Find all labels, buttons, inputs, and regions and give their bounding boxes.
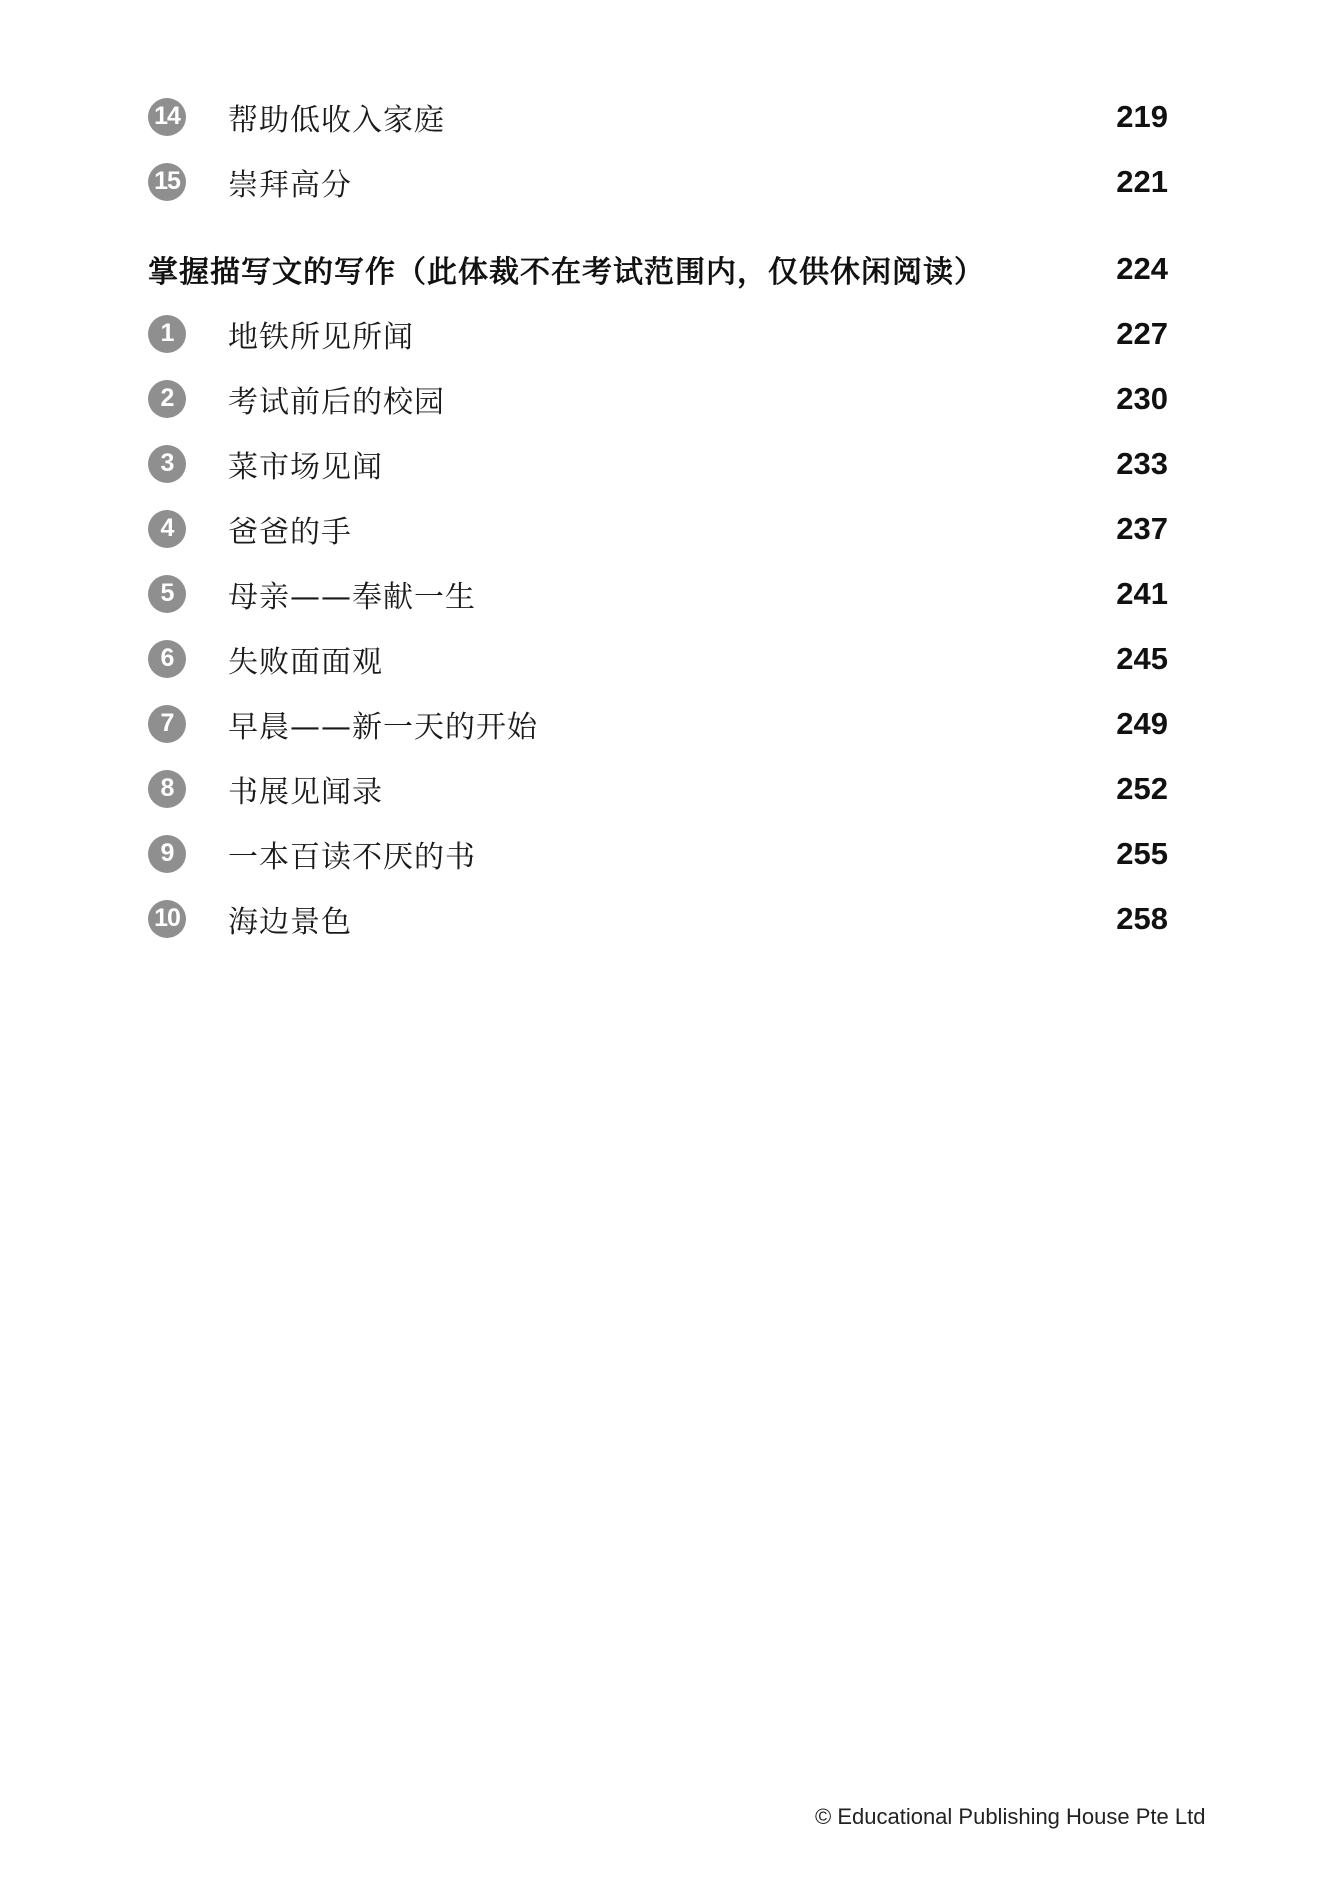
entry-page-number: 219 <box>1116 98 1168 134</box>
entry-number-badge: 10 <box>148 900 186 938</box>
toc-entry[interactable] <box>148 691 1168 756</box>
entry-number-badge: 4 <box>148 510 186 548</box>
entry-number-badge: 9 <box>148 835 186 873</box>
entry-number-badge: 5 <box>148 575 186 613</box>
entry-title: 考试前后的校园 <box>228 384 445 420</box>
entry-page-number: 233 <box>1116 445 1168 481</box>
entry-title: 书展见闻录 <box>228 774 383 810</box>
entry-page-number: 221 <box>1116 163 1168 199</box>
toc-entry[interactable] <box>148 821 1168 886</box>
entry-title: 爸爸的手 <box>228 514 352 550</box>
toc-entry[interactable] <box>148 84 1168 149</box>
entry-page-number: 245 <box>1116 640 1168 676</box>
entry-title: 早晨——新一天的开始 <box>228 709 538 745</box>
toc-entry[interactable] <box>148 756 1168 821</box>
section-page-number: 224 <box>1116 250 1168 286</box>
toc-entry[interactable] <box>148 149 1168 214</box>
toc-entry[interactable] <box>148 561 1168 626</box>
entry-page-number: 249 <box>1116 705 1168 741</box>
entry-page-number: 258 <box>1116 900 1168 936</box>
entry-title: 崇拜高分 <box>228 167 352 203</box>
entry-title: 一本百读不厌的书 <box>228 839 476 875</box>
toc-section-heading[interactable] <box>148 236 1168 301</box>
table-of-contents <box>148 84 1168 951</box>
section-spacer <box>148 214 1168 236</box>
entry-title: 地铁所见所闻 <box>228 319 414 355</box>
entry-page-number: 237 <box>1116 510 1168 546</box>
entry-number-badge: 15 <box>148 163 186 201</box>
entry-title: 失败面面观 <box>228 644 383 680</box>
entry-number-badge: 8 <box>148 770 186 808</box>
toc-entry[interactable] <box>148 301 1168 366</box>
toc-entry[interactable] <box>148 366 1168 431</box>
toc-entry[interactable] <box>148 431 1168 496</box>
entry-title: 海边景色 <box>228 904 352 940</box>
entry-page-number: 241 <box>1116 575 1168 611</box>
entry-title: 帮助低收入家庭 <box>228 102 445 138</box>
entry-page-number: 255 <box>1116 835 1168 871</box>
entry-page-number: 227 <box>1116 315 1168 351</box>
entry-number-badge: 6 <box>148 640 186 678</box>
entry-number-badge: 1 <box>148 315 186 353</box>
entry-title: 母亲——奉献一生 <box>228 579 476 615</box>
toc-entry[interactable] <box>148 886 1168 951</box>
entry-number-badge: 14 <box>148 98 186 136</box>
copyright-footer: © Educational Publishing House Pte Ltd <box>815 1804 1206 1829</box>
entry-number-badge: 7 <box>148 705 186 743</box>
entry-number-badge: 2 <box>148 380 186 418</box>
entry-page-number: 252 <box>1116 770 1168 806</box>
toc-entry[interactable] <box>148 626 1168 691</box>
toc-entry[interactable] <box>148 496 1168 561</box>
section-title: 掌握描写文的写作（此体裁不在考试范围内，仅供休闲阅读） <box>148 254 985 290</box>
entry-page-number: 230 <box>1116 380 1168 416</box>
entry-title: 菜市场见闻 <box>228 449 383 485</box>
entry-number-badge: 3 <box>148 445 186 483</box>
